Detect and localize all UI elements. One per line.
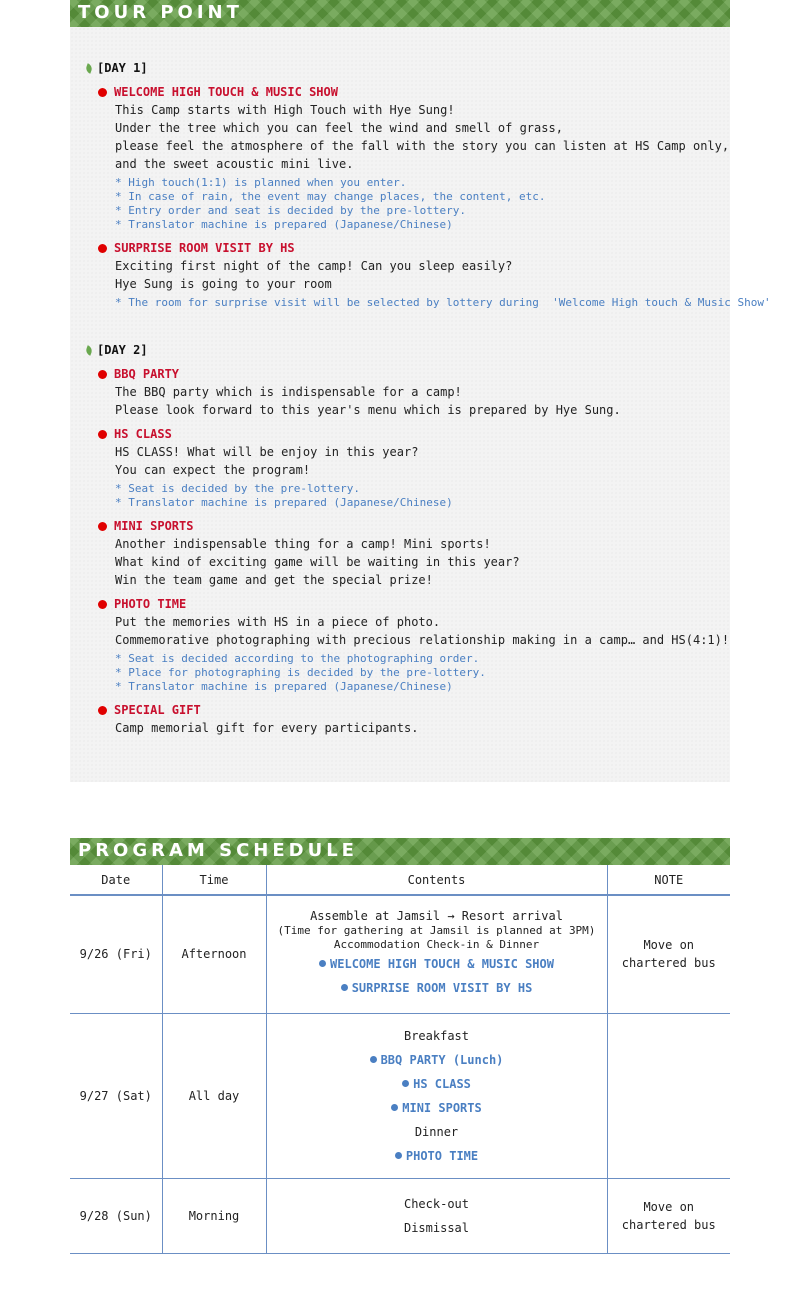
event-line: Under the tree which you can feel the wind and smell of grass, bbox=[115, 121, 563, 135]
tour-event bbox=[98, 365, 621, 419]
red-bullet-icon bbox=[98, 88, 107, 97]
header-date: Date bbox=[70, 865, 162, 895]
event-title: SURPRISE ROOM VISIT BY HS bbox=[98, 239, 771, 257]
time-cell: All day bbox=[162, 1013, 266, 1178]
schedule-table bbox=[70, 865, 730, 1254]
event-note: * Translator machine is prepared (Japanese/Chinese) bbox=[115, 496, 453, 509]
content-highlight: SURPRISE ROOM VISIT BY HS bbox=[268, 976, 606, 1000]
content-highlight: MINI SPORTS bbox=[268, 1096, 606, 1120]
tour-event bbox=[98, 83, 729, 232]
leaf-icon bbox=[85, 63, 94, 74]
event-line: and the sweet acoustic mini live. bbox=[115, 157, 354, 171]
date-cell: 9/26 (Fri) bbox=[70, 895, 162, 1013]
table-row bbox=[70, 1013, 730, 1178]
tour-event bbox=[98, 701, 418, 737]
header-contents: Contents bbox=[266, 865, 607, 895]
event-note: * High touch(1:1) is planned when you enter. bbox=[115, 176, 407, 189]
event-line: Hye Sung is going to your room bbox=[115, 277, 332, 291]
time-cell: Afternoon bbox=[162, 895, 266, 1013]
event-note: * Translator machine is prepared (Japanese/Chinese) bbox=[115, 680, 453, 693]
tour-point-banner bbox=[70, 0, 730, 27]
event-note: * In case of rain, the event may change places, the content, etc. bbox=[115, 190, 546, 203]
bullet-icon bbox=[391, 1104, 398, 1111]
red-bullet-icon bbox=[98, 600, 107, 609]
event-body bbox=[115, 443, 453, 510]
red-bullet-icon bbox=[98, 522, 107, 531]
event-line: You can expect the program! bbox=[115, 463, 311, 477]
tour-event bbox=[98, 425, 453, 510]
note-cell bbox=[607, 1013, 730, 1178]
event-title: HS CLASS bbox=[98, 425, 453, 443]
tour-point-panel bbox=[70, 27, 771, 782]
event-note: * The room for surprise visit will be selected by lottery during 'Welcome High touch & Music Show' bbox=[115, 296, 771, 309]
event-title: PHOTO TIME bbox=[98, 595, 729, 613]
program-schedule-title: PROGRAM SCHEDULE bbox=[78, 840, 358, 861]
event-title: WELCOME HIGH TOUCH & MUSIC SHOW bbox=[98, 83, 729, 101]
event-line: Exciting first night of the camp! Can you sleep easily? bbox=[115, 259, 513, 273]
content-line: Breakfast bbox=[403, 1028, 470, 1043]
program-schedule-banner bbox=[70, 838, 730, 865]
event-note: * Seat is decided according to the photographing order. bbox=[115, 652, 480, 665]
day-heading: [DAY 1] bbox=[86, 61, 148, 75]
event-title: BBQ PARTY bbox=[98, 365, 621, 383]
content-highlight: BBQ PARTY (Lunch) bbox=[268, 1048, 606, 1072]
bullet-icon bbox=[402, 1080, 409, 1087]
header-note: NOTE bbox=[607, 865, 730, 895]
event-body bbox=[115, 535, 520, 589]
bullet-icon bbox=[370, 1056, 377, 1063]
contents-cell bbox=[266, 895, 607, 1013]
event-body bbox=[115, 613, 729, 694]
event-line: Please look forward to this year's menu which is prepared by Hye Sung. bbox=[115, 403, 621, 417]
event-body bbox=[115, 257, 771, 310]
red-bullet-icon bbox=[98, 370, 107, 379]
header-time: Time bbox=[162, 865, 266, 895]
red-bullet-icon bbox=[98, 706, 107, 715]
leaf-icon bbox=[85, 345, 94, 356]
red-bullet-icon bbox=[98, 244, 107, 253]
event-line: The BBQ party which is indispensable for a camp! bbox=[115, 385, 462, 399]
content-highlight: HS CLASS bbox=[268, 1072, 606, 1096]
content-line: (Time for gathering at Jamsil is planned at 3PM) bbox=[277, 923, 596, 937]
tour-event bbox=[98, 595, 729, 694]
contents-cell bbox=[266, 1178, 607, 1253]
event-body bbox=[115, 101, 729, 232]
event-line: HS CLASS! What will be enjoy in this year? bbox=[115, 445, 419, 459]
day-heading: [DAY 2] bbox=[86, 343, 148, 357]
tour-event bbox=[98, 517, 520, 589]
note-cell: Move on chartered bus bbox=[607, 895, 730, 1013]
event-body bbox=[115, 719, 418, 737]
event-note: * Translator machine is prepared (Japanese/Chinese) bbox=[115, 218, 453, 231]
event-title: SPECIAL GIFT bbox=[98, 701, 418, 719]
time-cell: Morning bbox=[162, 1178, 266, 1253]
table-row bbox=[70, 895, 730, 1013]
content-line: Dismissal bbox=[403, 1220, 470, 1235]
content-highlight: PHOTO TIME bbox=[268, 1144, 606, 1168]
event-note: * Entry order and seat is decided by the pre-lottery. bbox=[115, 204, 466, 217]
date-cell: 9/27 (Sat) bbox=[70, 1013, 162, 1178]
tour-point-title: TOUR POINT bbox=[78, 2, 243, 23]
bullet-icon bbox=[395, 1152, 402, 1159]
event-line: please feel the atmosphere of the fall with the story you can listen at HS Camp only, bbox=[115, 139, 730, 153]
content-line: Dinner bbox=[414, 1124, 459, 1139]
event-note: * Seat is decided by the pre-lottery. bbox=[115, 482, 361, 495]
event-line: Commemorative photographing with precious relationship making in a camp… and HS(4:1)! bbox=[115, 633, 730, 647]
event-line: Win the team game and get the special prize! bbox=[115, 573, 433, 587]
event-line: Camp memorial gift for every participants. bbox=[115, 721, 419, 735]
contents-cell bbox=[266, 1013, 607, 1178]
event-note: * Place for photographing is decided by the pre-lottery. bbox=[115, 666, 486, 679]
event-line: Put the memories with HS in a piece of photo. bbox=[115, 615, 441, 629]
table-row bbox=[70, 1178, 730, 1253]
note-cell: Move on chartered bus bbox=[607, 1178, 730, 1253]
red-bullet-icon bbox=[98, 430, 107, 439]
tour-event bbox=[98, 239, 771, 310]
content-line: Check-out bbox=[403, 1196, 470, 1211]
event-title: MINI SPORTS bbox=[98, 517, 520, 535]
content-highlight: WELCOME HIGH TOUCH & MUSIC SHOW bbox=[268, 952, 606, 976]
bullet-icon bbox=[341, 984, 348, 991]
content-line: Accommodation Check-in & Dinner bbox=[333, 937, 540, 951]
event-line: What kind of exciting game will be waiting in this year? bbox=[115, 555, 520, 569]
event-line: Another indispensable thing for a camp! Mini sports! bbox=[115, 537, 491, 551]
event-body bbox=[115, 383, 621, 419]
content-line: Assemble at Jamsil → Resort arrival bbox=[310, 908, 563, 923]
bullet-icon bbox=[319, 960, 326, 967]
event-line: This Camp starts with High Touch with Hye Sung! bbox=[115, 103, 455, 117]
date-cell: 9/28 (Sun) bbox=[70, 1178, 162, 1253]
schedule-header-row bbox=[70, 865, 730, 895]
